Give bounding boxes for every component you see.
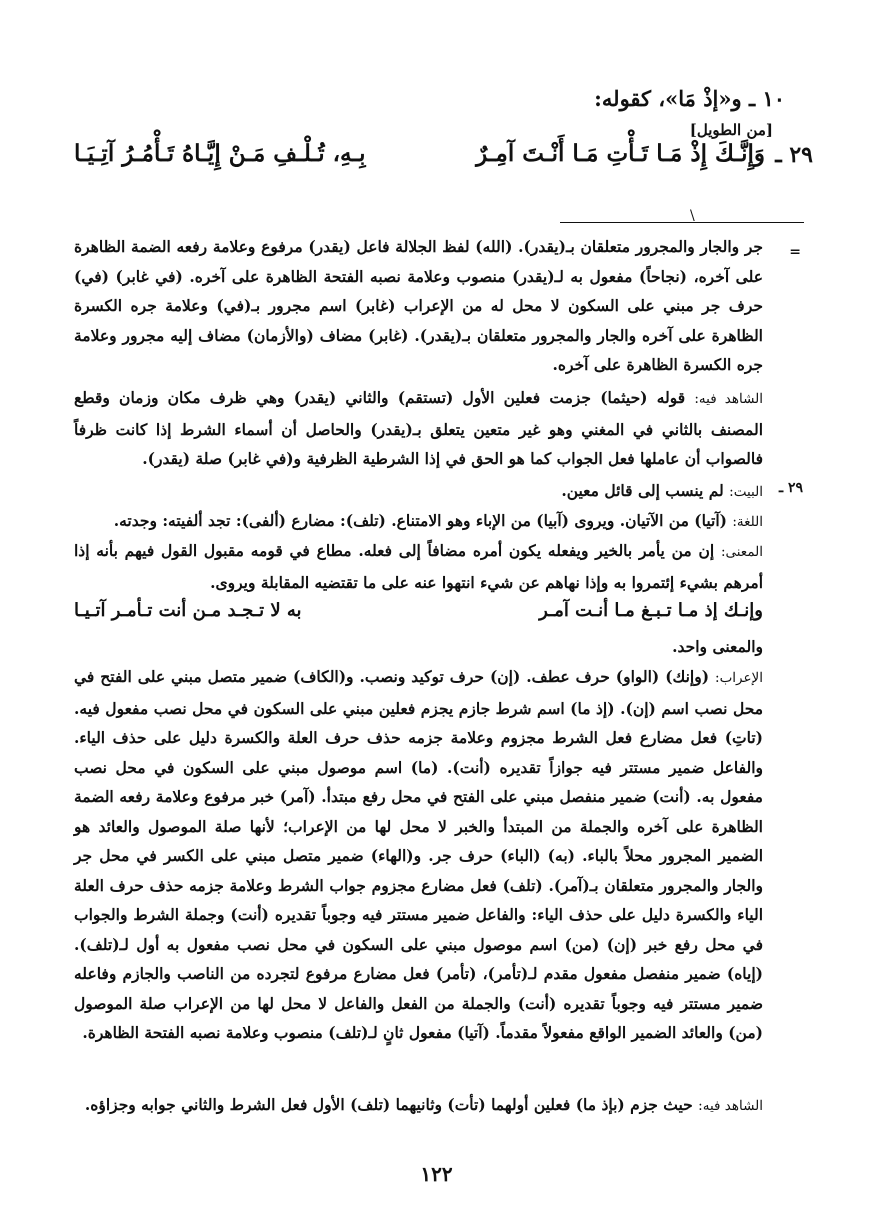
lugha-text: (آتيا) من الآتيان. ويروى (آبيا) من الإباء وهو الامتناع. (تلف): مضارع (ألفى): تجد ألفيته: وجدته.: [113, 511, 727, 530]
rule-tick-mark: \: [690, 208, 695, 224]
page-number: ١٢٢: [420, 1162, 453, 1186]
shahid-text: قوله (حيثما) جزمت فعلين الأول (تستقم) والثاني (يقدر) وهي ظرف مكان وزمان وقطع المصنف بالثاني في المغني وهو غير متعين يتعلق بـ(يقدر) والحاصل أن أسماء الشرط إذا كانت ظرفاً فالصواب أن عاملها فعل الجواب كما هو الحق في إذا الشرطية الظرفية و(في غابر) صلة (يقدر).: [74, 388, 763, 468]
mana-text: إن من يأمر بالخير ويفعله يكون أمره مضافاً إلى فعله. مطاع في قومه مقبول القول فيهم بأنه إذا أمرهم بشيء إئتمروا به وإذا نهاهم عن شيء انتهوا عنه على ما تقتضيه المقابلة ويروى.: [74, 541, 763, 592]
footnote-continuation-marker: =: [789, 244, 801, 260]
verse-hemistich-1: وَإِنَّـكَ إِذْ مَـا تَـأْتِ مَـا أَنْـتَ آمِـرٌ: [476, 140, 765, 167]
mana-label: المعنى:: [720, 544, 763, 560]
verse-number: ٢٩ ـ: [775, 142, 813, 168]
alt-verse-note: والمعنى واحد.: [672, 637, 763, 656]
bayt-text: لم ينسب إلى قائل معين.: [561, 481, 724, 500]
verse-hemistich-2: بِـهِ، تُـلْـفِ مَـنْ إِيَّـاهُ تَـأْمُـرُ آتِـيَـا: [74, 140, 366, 167]
section-heading: ١٠ ـ و«إذْ مَا»، كقوله:: [594, 86, 785, 111]
footnote-29-number: ٢٩ ـ: [778, 480, 803, 496]
footnote-1-shahid: [74, 383, 763, 474]
irab-label: الإعراب:: [715, 670, 763, 686]
meter-label: [من الطويل]: [689, 121, 773, 139]
bayt-label: البيت:: [729, 484, 763, 500]
alt-verse-hemistich-2: به لا تـجـد مـن أنت تـأمـر آتـيـا: [74, 600, 302, 621]
footnote-29-irab: [74, 662, 763, 1048]
alt-verse: [74, 600, 763, 632]
irab-text: (وإنك) (الواو) حرف عطف. (إن) حرف توكيد ونصب. و(الكاف) ضمير متصل مبني على الفتح في محل نصب اسم (إن). (إذ ما) اسم شرط جازم يجزم فعلين مبني على السكون في محل نصب مفعول فيه. (تاتِ) فعل مضارع فعل الشرط مجزوم وعلامة جزمه حذف حرف العلة والكسرة دليل على حذف الياء. والفاعل ضمير مستتر فيه جوازاً تقديره (أنت). (ما) اسم موصول مبني على السكون في محل نصب مفعول به. (أنت) ضمير منفصل مبني على الفتح في محل رفع مبتدأ. (آمر) خبر مرفوع وعلامة رفعه الضمة الظاهرة على آخره والجملة من المبتدأ والخبر لا محل لها من الإعراب؛ لأنها صلة الموصول والعائد هو الضمير المجرور محلاً بالباء. (به) (الباء) حرف جر. و(الهاء) ضمير متصل مبني على الكسر في محل جر والجار والمجرور متعلقان بـ(آمر). (تلف) فعل مضارع مجزوم جواب الشرط وعلامة جزمه حذف حرف العلة الياء والكسرة دليل على حذف الياء: والفاعل ضمير مستتر فيه وجوباً تقديره (أنت) وجملة الشرط والجواب في محل رفع خبر (إن) (من) اسم موصول مبني على السكون في محل نصب مفعول به أول لـ(تلف). (إياه) ضمير منفصل مفعول مقدم لـ(تأمر)، (تأمر) فعل مضارع مرفوع لتجرده من الناصب والجازم وفاعله ضمير مستتر فيه وجوباً تقديره (أنت) والجملة من الفعل والفاعل لا محل لها من الإعراب صلة الموصول (من) والعائد الضمير الواقع مفعولاً مقدماً. (آتيا) مفعول ثانٍ لـ(تلف) منصوب وعلامة نصبه الفتحة الظاهرة.: [74, 667, 763, 1042]
main-verse: [74, 140, 813, 180]
footnote-29-mana: [74, 536, 763, 597]
shahid-text-2: حيث جزم (بإذ ما) فعلين أولهما (تأت) وثانيهما (تلف) الأول فعل الشرط والثاني جوابه وجزاؤه.: [84, 1095, 693, 1114]
footnote-29-bayt: [74, 476, 763, 508]
footnote-1-text: جر والجار والمجرور متعلقان بـ(يقدر). (الله) لفظ الجلالة فاعل (يقدر) مرفوع وعلامة رفعه الضمة الظاهرة على آخره، (نجاحاً) مفعول به لـ(يقدر) منصوب وعلامة نصبه الفتحة الظاهرة على آخره. (في غابر) (في) حرف جر مبني على السكون لا محل له من الإعراب (غابر) اسم مجرور بـ(في) وعلامة جره الكسرة الظاهرة على آخره والجار والمجرور متعلقان بـ(يقدر). (غابر) مضاف (والأزمان) مضاف إليه مجرور وعلامة جره الكسرة الظاهرة على آخره.: [74, 237, 763, 374]
footnote-29-lugha: [74, 506, 763, 538]
footnote-separator: [560, 222, 804, 223]
shahid-label: الشاهد فيه:: [694, 391, 763, 407]
alt-verse-hemistich-1: وإنـك إذ مـا تـبـغ مـا أنـت آمـر: [539, 600, 763, 621]
footnote-29-shahid: [74, 1090, 763, 1122]
lugha-label: اللغة:: [732, 514, 763, 530]
shahid-label-2: الشاهد فيه:: [698, 1098, 763, 1114]
